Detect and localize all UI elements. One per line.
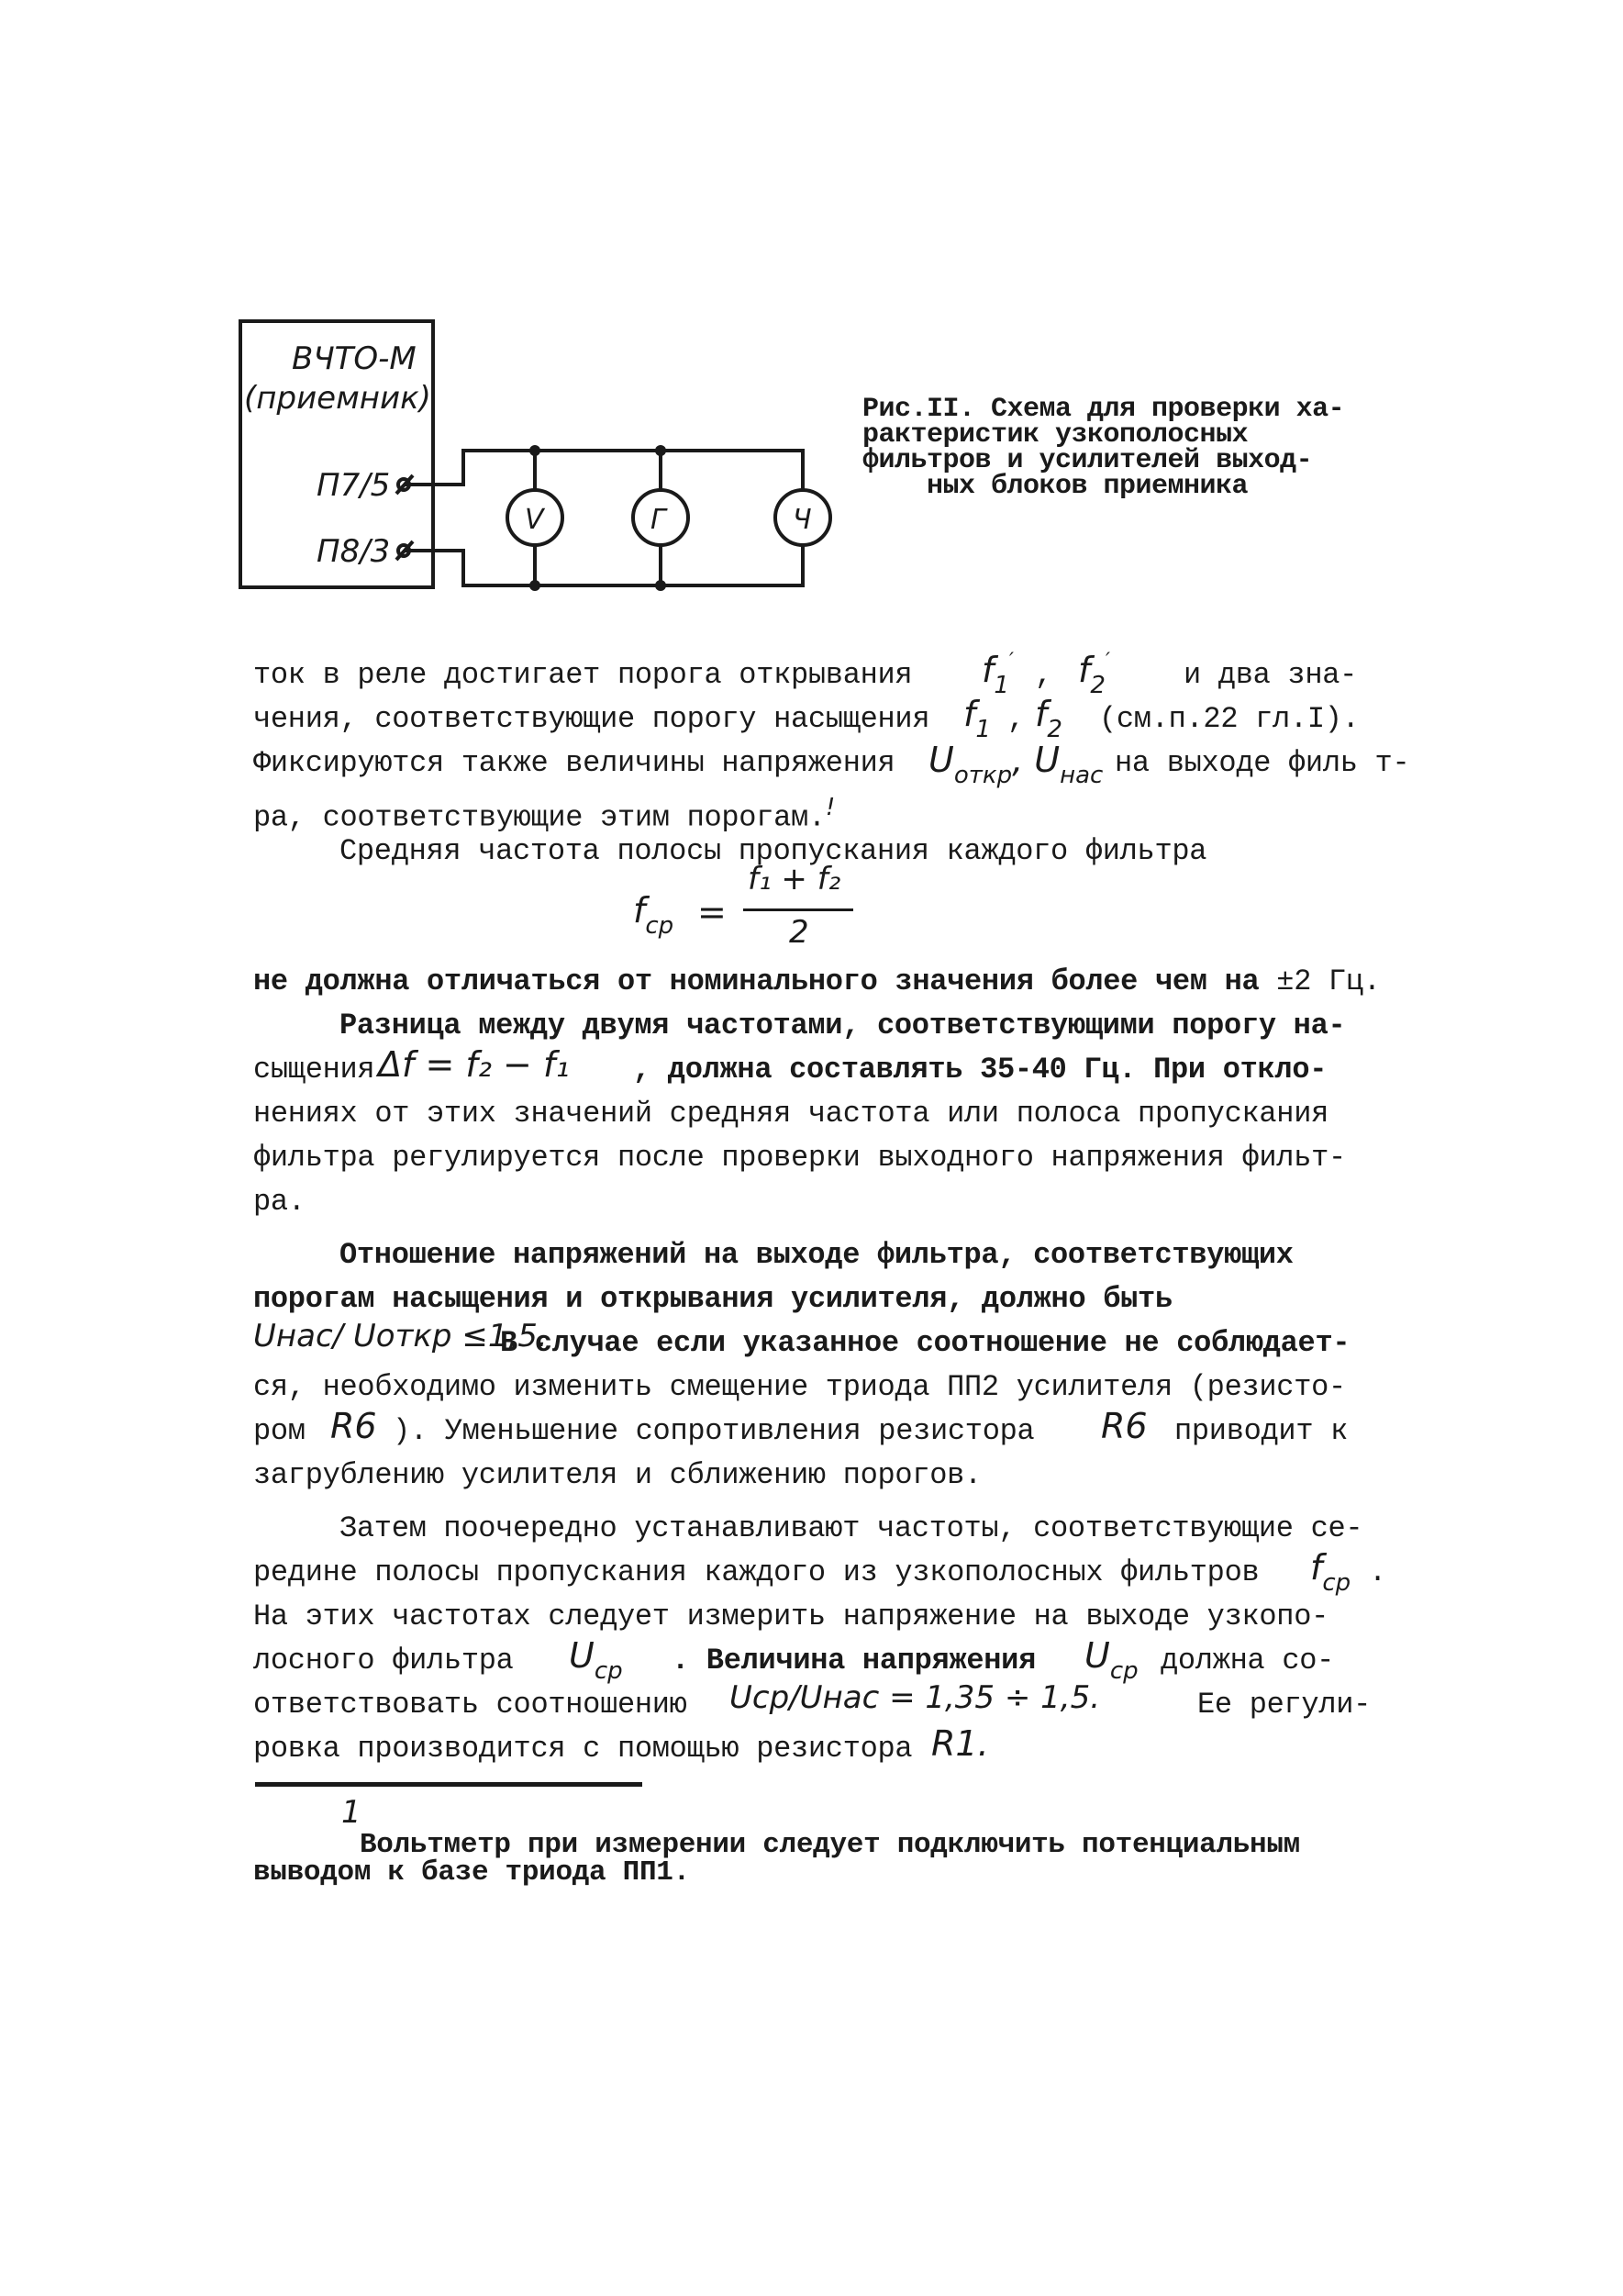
text-line: нениях от этих значений средняя частота или полоса пропускания bbox=[253, 1097, 1328, 1131]
formula-u-sr: $U_{ср}$ bbox=[1084, 1635, 1139, 1685]
footnote-mark: ! bbox=[825, 794, 835, 821]
text-line: должна со- bbox=[1161, 1644, 1335, 1677]
meter-label-ch: Ч bbox=[793, 504, 812, 536]
text-line: Разница между двумя частотами, соответствующими порогу на- bbox=[339, 1009, 1346, 1042]
text-line: Ее регули- bbox=[1197, 1688, 1372, 1722]
text-line: (см.п.22 гл.I). bbox=[1099, 702, 1360, 736]
circuit-diagram bbox=[0, 0, 1623, 642]
text-line: лосного фильтра bbox=[253, 1644, 514, 1677]
text-line: ответствовать соотношению bbox=[253, 1688, 687, 1722]
text-line: ток в реле достигает порога открывания bbox=[253, 658, 913, 692]
text-line: ). Уменьшение сопротивления резистора bbox=[393, 1414, 1035, 1448]
top-wire bbox=[404, 451, 803, 485]
device-subtitle: (приемник) bbox=[244, 380, 431, 417]
formula-ratio-nas-otkr: Uнас/ Uоткр ≤1,5. bbox=[253, 1318, 548, 1354]
formula-r6: R6 bbox=[330, 1406, 377, 1446]
text-line: ровка производится с помощью резистора bbox=[253, 1732, 913, 1766]
text-line: редине полосы пропускания каждого из узкополосных фильтров bbox=[253, 1555, 1260, 1589]
text-line: ра, соответствующие этим порогам.! bbox=[253, 794, 835, 835]
text-line: Затем поочередно устанавливают частоты, соответствующие се- bbox=[339, 1511, 1363, 1545]
terminal-label-1: П7/5 bbox=[317, 467, 391, 504]
figure-caption bbox=[862, 394, 1395, 502]
bottom-wire bbox=[404, 551, 803, 585]
caption-line: Рис.II. Схема для проверки ха- bbox=[862, 394, 1345, 425]
text-line: загрублению усилителя и сближению порогов. bbox=[253, 1458, 982, 1492]
text-line: ра. bbox=[253, 1185, 306, 1219]
footnote-number: 1 bbox=[341, 1794, 361, 1831]
text-line: приводит к bbox=[1174, 1414, 1349, 1448]
formula-r1: R1. bbox=[931, 1723, 989, 1764]
text-line: На этих частотах следует измерить напряжение на выходе узкопо- bbox=[253, 1599, 1328, 1633]
formula-numerator: f₁ + f₂ bbox=[748, 861, 841, 897]
formula-f1-prime: $f_1'$ bbox=[982, 650, 1014, 699]
footnote-line: выводом к базе триода ПП1. bbox=[253, 1856, 690, 1889]
meter-label-v: V bbox=[525, 504, 544, 536]
text-line: ром bbox=[253, 1414, 306, 1448]
device-title: ВЧТО-М bbox=[292, 340, 417, 377]
formula-f1: $f_1$ bbox=[963, 694, 991, 743]
text-line: сыщения bbox=[253, 1053, 375, 1087]
formula-denominator: 2 bbox=[789, 914, 809, 951]
text-line: В случае если указанное соотношение не соблюдает- bbox=[500, 1326, 1351, 1360]
formula-ratio-sr-nas: Uср/Uнас = 1,35 ÷ 1,5. bbox=[729, 1679, 1101, 1716]
formula-u-sr: $U_{ср}$ bbox=[569, 1635, 623, 1685]
footnote-rule bbox=[255, 1782, 642, 1787]
meter-label-g: Г bbox=[650, 504, 666, 536]
text-line: , bbox=[1035, 658, 1052, 692]
formula-fsr: $f_{ср}$ bbox=[1310, 1547, 1351, 1597]
text-line: Средняя частота полосы пропускания каждого фильтра bbox=[339, 834, 1207, 868]
text-line: не должна отличаться от номинального значения более чем на ±2 Гц. bbox=[253, 964, 1381, 998]
formula-fsr: $f_{ср}$ bbox=[633, 890, 674, 940]
caption-line: фильтров и усилителей выход- bbox=[862, 445, 1313, 476]
formula-eq: = bbox=[697, 892, 727, 932]
text-line: Отношение напряжений на выходе фильтра, соответствующих bbox=[339, 1238, 1294, 1272]
fraction-bar bbox=[743, 908, 853, 911]
formula-f2: $f_2$ bbox=[1035, 694, 1062, 743]
text-line: Фиксируются также величины напряжения bbox=[253, 746, 895, 780]
text-line: чения, соответствующие порогу насыщения bbox=[253, 702, 930, 736]
text-line: , должна составлять 35-40 Гц. При откло- bbox=[633, 1053, 1328, 1087]
text-line: . bbox=[1369, 1555, 1386, 1589]
terminal-label-2: П8/3 bbox=[317, 533, 391, 570]
caption-line: ных блоков приемника bbox=[927, 471, 1249, 502]
text-line: , bbox=[1007, 702, 1025, 736]
text-line: порогам насыщения и открывания усилителя, должно быть bbox=[253, 1282, 1173, 1316]
formula-f2-prime: $f_2'$ bbox=[1078, 650, 1110, 699]
text-line: фильтра регулируется после проверки выходного напряжения фильт- bbox=[253, 1141, 1346, 1175]
formula-delta-f: Δf = f₂ − f₁ bbox=[378, 1044, 570, 1085]
caption-line: рактеристик узкополосных bbox=[862, 419, 1249, 451]
text-line: на выходе филь т- bbox=[1115, 746, 1410, 780]
text-line: . Величина напряжения bbox=[672, 1644, 1036, 1677]
footnote-line: Вольтметр при измерении следует подключить потенциальным bbox=[360, 1829, 1300, 1861]
text-line: ся, необходимо изменить смещение триода ПП2 усилителя (резисто- bbox=[253, 1370, 1346, 1404]
formula-u-otkr: $U_{откр}$, $U_{нас}$ bbox=[928, 740, 1104, 789]
text-line: и два зна- bbox=[1184, 658, 1358, 692]
formula-r6: R6 bbox=[1101, 1406, 1148, 1446]
